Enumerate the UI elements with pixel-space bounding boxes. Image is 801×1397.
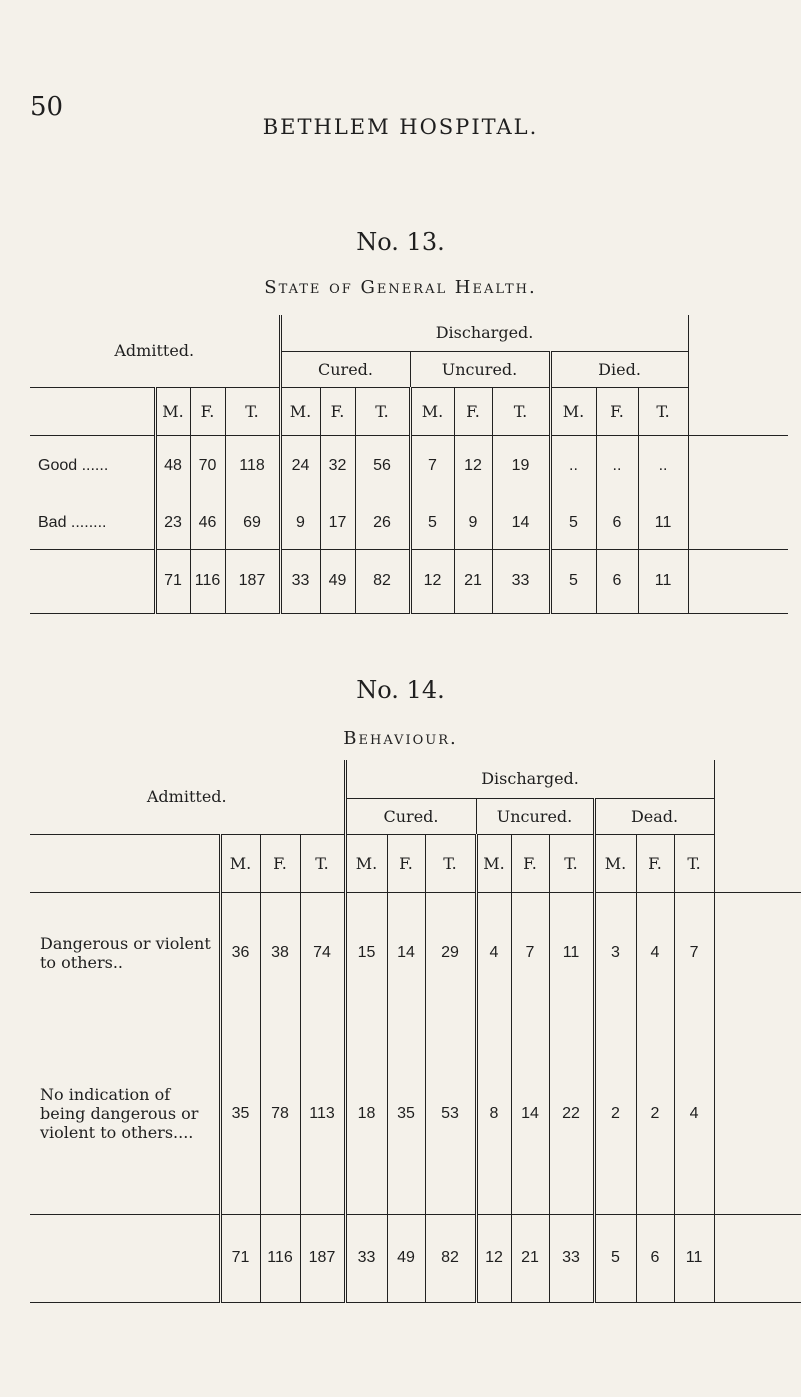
total-cell: 82 — [355, 549, 410, 613]
cell: 4 — [476, 892, 511, 1014]
total-cell: 71 — [220, 1214, 260, 1302]
cell: 36 — [220, 892, 260, 1014]
cell: 6 — [596, 497, 638, 549]
total-cell: 21 — [454, 549, 492, 613]
cell: 19 — [492, 435, 550, 497]
total-cell: 116 — [190, 549, 225, 613]
cell: 113 — [300, 1014, 345, 1214]
total-cell: 12 — [410, 549, 454, 613]
cell: 12 — [454, 435, 492, 497]
cell: 22 — [549, 1014, 594, 1214]
sub-header: F. — [596, 387, 638, 435]
total-cell: 116 — [260, 1214, 300, 1302]
cured-header: Cured. — [345, 798, 476, 834]
table-14-title: Behaviour. — [343, 728, 458, 749]
cell: 5 — [410, 497, 454, 549]
cell: 35 — [387, 1014, 425, 1214]
cell: 70 — [190, 435, 225, 497]
dead-header: Dead. — [594, 798, 714, 834]
cell: 26 — [355, 497, 410, 549]
cured-header: Cured. — [280, 351, 410, 387]
sub-header: M. — [345, 834, 387, 892]
table-13-number: No. 13. — [356, 228, 445, 256]
cell: 69 — [225, 497, 280, 549]
total-cell: 33 — [492, 549, 550, 613]
cell: 23 — [155, 497, 190, 549]
cell: 7 — [511, 892, 549, 1014]
total-cell: 21 — [511, 1214, 549, 1302]
cell: .. — [638, 435, 688, 497]
sub-header: F. — [190, 387, 225, 435]
row-label-not-dangerous: No indication of being dangerous or violent to others.... — [30, 1014, 220, 1214]
general-health-table — [30, 315, 788, 614]
cell: .. — [596, 435, 638, 497]
totals-row — [30, 549, 788, 613]
total-cell: 187 — [225, 549, 280, 613]
row-label-dangerous: Dangerous or violent to others.. — [40, 934, 211, 973]
cell: 32 — [320, 435, 355, 497]
sub-header: M. — [155, 387, 190, 435]
behaviour-table — [30, 760, 801, 1303]
total-cell: 6 — [596, 549, 638, 613]
cell: 7 — [410, 435, 454, 497]
table-row — [30, 1014, 801, 1214]
total-cell: 6 — [636, 1214, 674, 1302]
cell: 8 — [476, 1014, 511, 1214]
cell: 11 — [549, 892, 594, 1014]
cell: 11 — [638, 497, 688, 549]
discharged-header: Discharged. — [345, 760, 714, 798]
table-row — [30, 892, 801, 1014]
sub-header: M. — [594, 834, 636, 892]
cell: 9 — [454, 497, 492, 549]
row-label-good: Good ...... — [38, 457, 109, 475]
table-13-title: State of General Health. — [264, 277, 537, 298]
sub-header: F. — [387, 834, 425, 892]
table-row — [30, 435, 788, 497]
sub-header: T. — [355, 387, 410, 435]
cell: 14 — [511, 1014, 549, 1214]
cell: 17 — [320, 497, 355, 549]
sub-header: F. — [511, 834, 549, 892]
cell: 7 — [674, 892, 714, 1014]
sub-header: F. — [320, 387, 355, 435]
cell: 56 — [355, 435, 410, 497]
total-cell: 33 — [549, 1214, 594, 1302]
cell: .. — [550, 435, 596, 497]
sub-header: T. — [425, 834, 476, 892]
cell: 29 — [425, 892, 476, 1014]
sub-header: T. — [549, 834, 594, 892]
cell: 38 — [260, 892, 300, 1014]
admitted-header: Admitted. — [30, 760, 345, 834]
discharged-header: Discharged. — [280, 315, 688, 351]
total-cell: 71 — [155, 549, 190, 613]
sub-header: M. — [476, 834, 511, 892]
cell: 14 — [492, 497, 550, 549]
sub-header: M. — [410, 387, 454, 435]
sub-header: F. — [454, 387, 492, 435]
uncured-header: Uncured. — [476, 798, 594, 834]
row-label-bad: Bad ........ — [30, 497, 155, 549]
sub-header: F. — [636, 834, 674, 892]
totals-row — [30, 1214, 801, 1302]
cell: 18 — [345, 1014, 387, 1214]
total-cell: 5 — [550, 549, 596, 613]
sub-header: T. — [674, 834, 714, 892]
cell: 53 — [425, 1014, 476, 1214]
cell: 48 — [155, 435, 190, 497]
cell: 5 — [550, 497, 596, 549]
page-number: 50 — [30, 92, 64, 122]
sub-header: T. — [492, 387, 550, 435]
cell: 3 — [594, 892, 636, 1014]
cell: 78 — [260, 1014, 300, 1214]
total-cell: 11 — [638, 549, 688, 613]
uncured-header: Uncured. — [410, 351, 550, 387]
total-cell: 49 — [320, 549, 355, 613]
total-cell: 11 — [674, 1214, 714, 1302]
total-cell: 12 — [476, 1214, 511, 1302]
sub-header: M. — [220, 834, 260, 892]
cell: 2 — [594, 1014, 636, 1214]
cell: 2 — [636, 1014, 674, 1214]
died-header: Died. — [550, 351, 688, 387]
total-cell: 5 — [594, 1214, 636, 1302]
cell: 14 — [387, 892, 425, 1014]
total-cell: 49 — [387, 1214, 425, 1302]
sub-header: T. — [300, 834, 345, 892]
running-head: BETHLEM HOSPITAL. — [262, 115, 539, 139]
table-row — [30, 497, 788, 549]
admitted-header: Admitted. — [30, 315, 280, 387]
total-cell: 33 — [280, 549, 320, 613]
table-14-number: No. 14. — [356, 676, 445, 704]
sub-header: T. — [638, 387, 688, 435]
sub-header: F. — [260, 834, 300, 892]
cell: 46 — [190, 497, 225, 549]
total-cell: 33 — [345, 1214, 387, 1302]
sub-header: T. — [225, 387, 280, 435]
sub-header: M. — [280, 387, 320, 435]
cell: 15 — [345, 892, 387, 1014]
total-cell: 187 — [300, 1214, 345, 1302]
cell: 9 — [280, 497, 320, 549]
cell: 74 — [300, 892, 345, 1014]
cell: 118 — [225, 435, 280, 497]
total-cell: 82 — [425, 1214, 476, 1302]
cell: 35 — [220, 1014, 260, 1214]
sub-header: M. — [550, 387, 596, 435]
cell: 4 — [636, 892, 674, 1014]
cell: 24 — [280, 435, 320, 497]
cell: 4 — [674, 1014, 714, 1214]
